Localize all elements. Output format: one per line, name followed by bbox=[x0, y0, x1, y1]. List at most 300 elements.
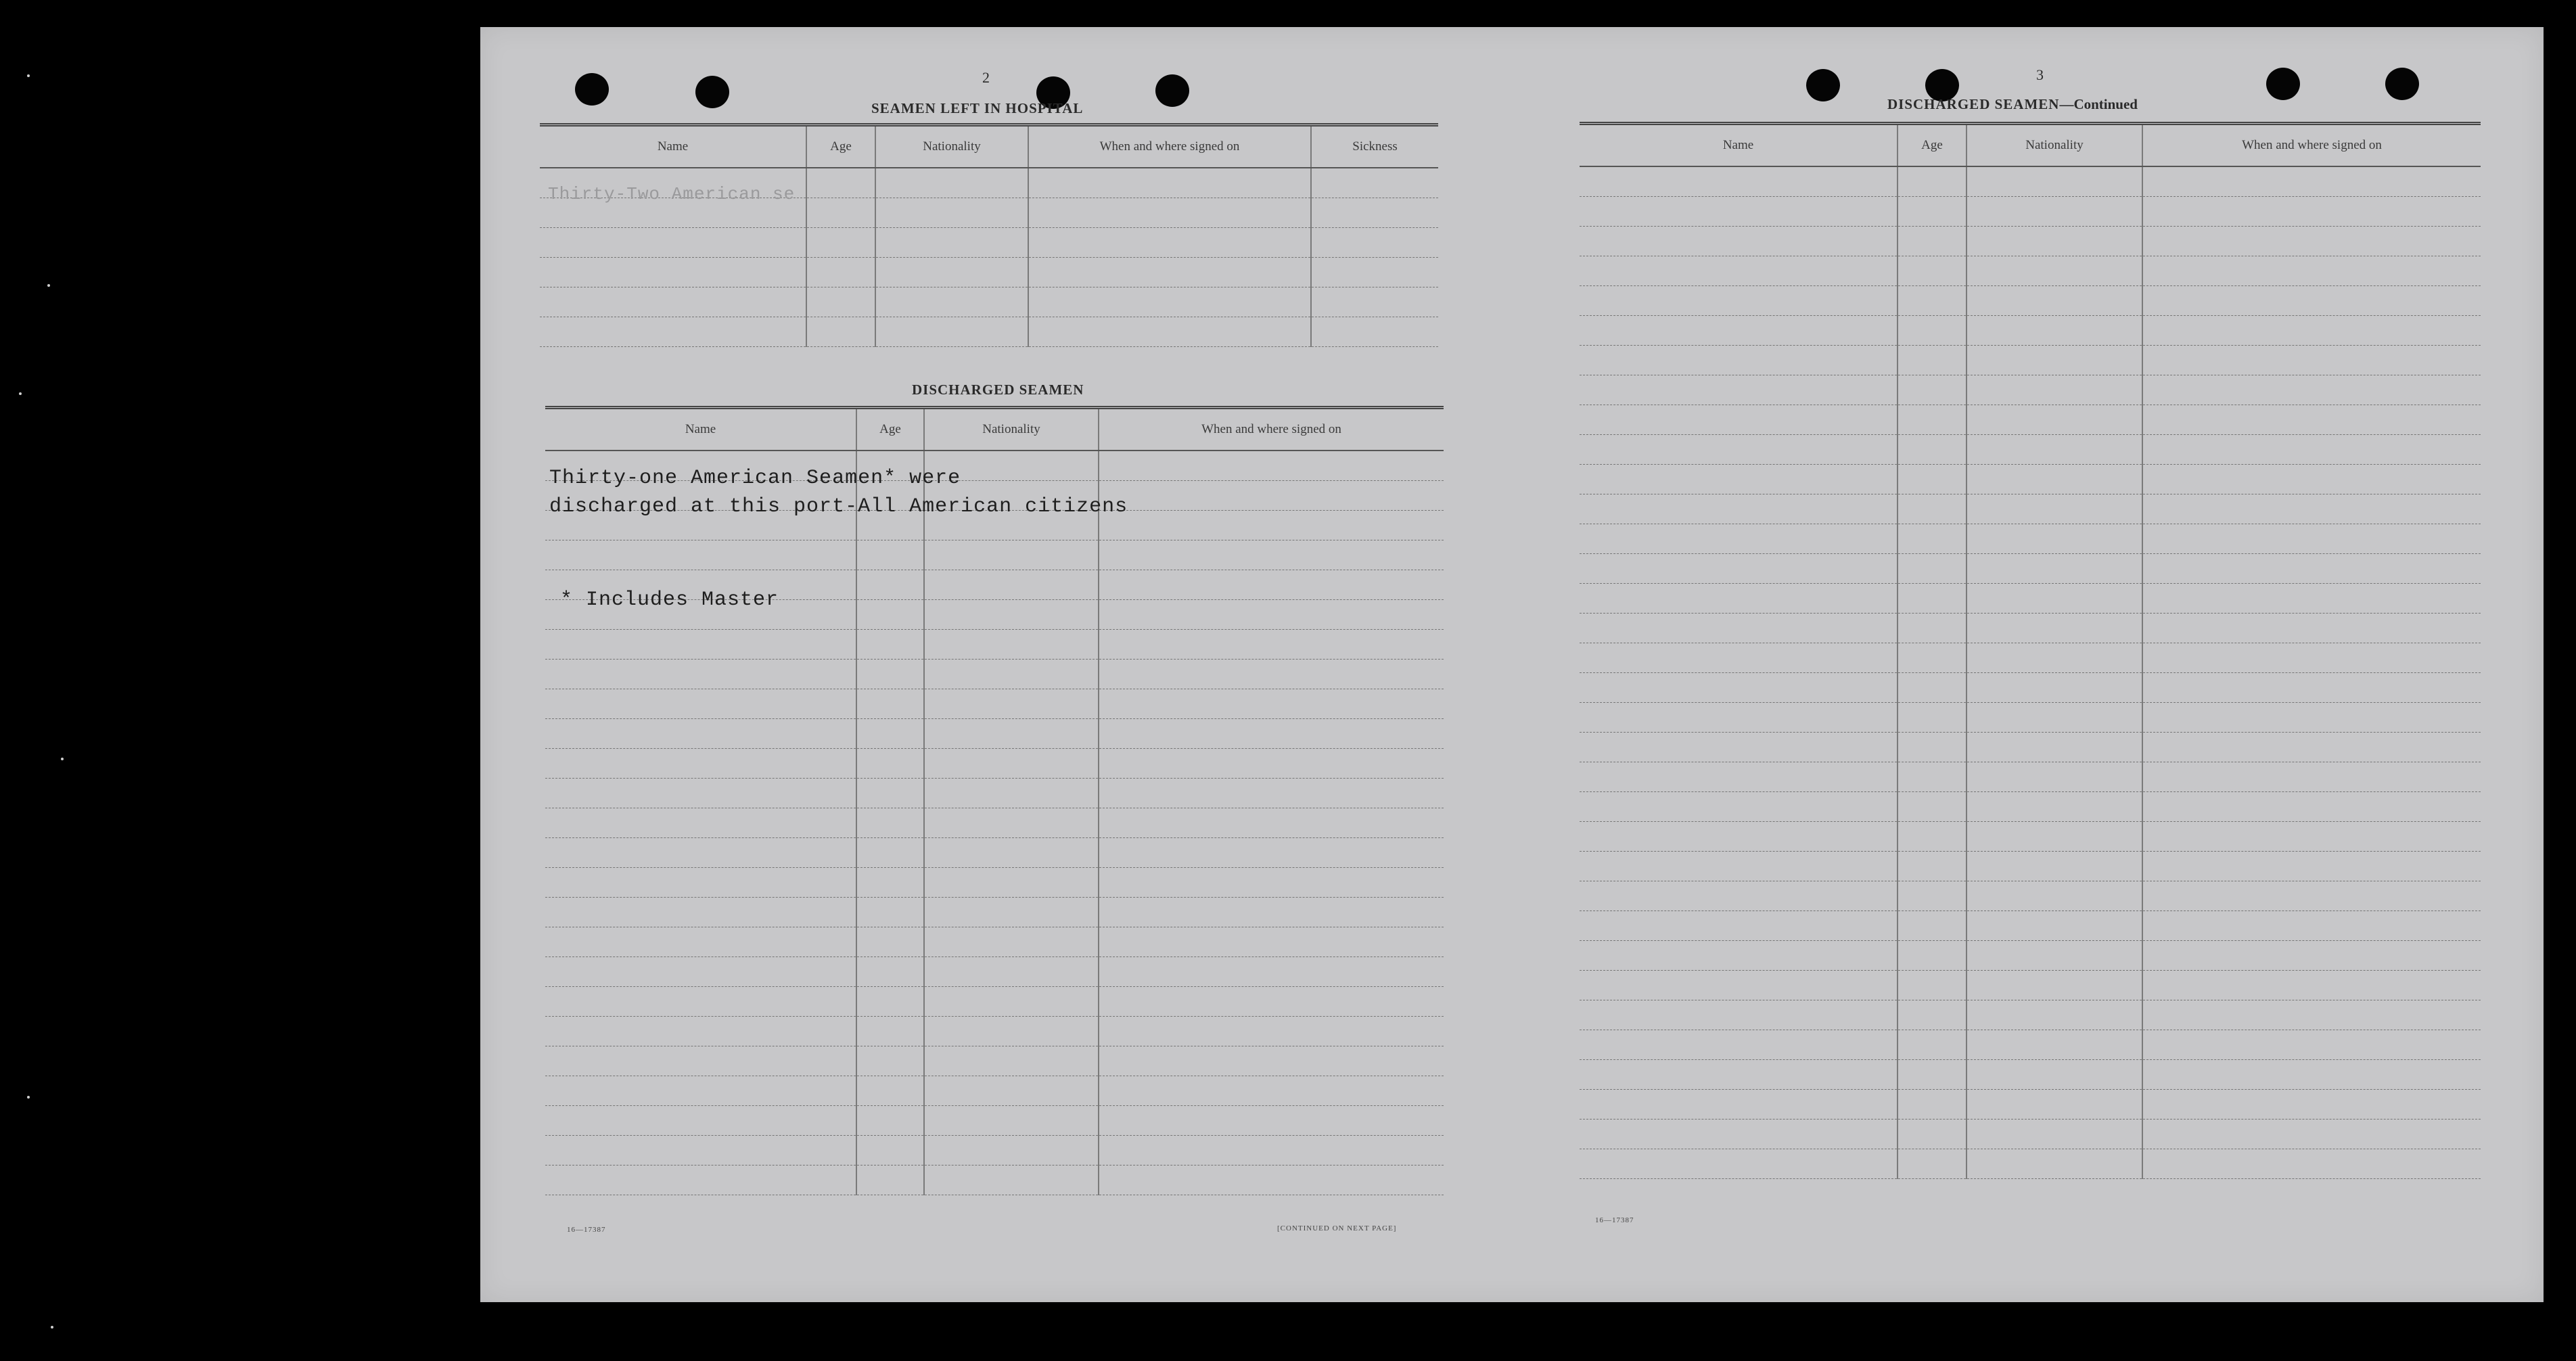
speck bbox=[27, 1096, 30, 1099]
table-row bbox=[1580, 881, 2481, 911]
table-row bbox=[1580, 465, 2481, 494]
table-cell bbox=[545, 868, 856, 898]
table-cell bbox=[1898, 316, 1967, 346]
table-cell bbox=[856, 630, 924, 660]
table-row bbox=[545, 1046, 1444, 1076]
table-cell bbox=[1580, 733, 1898, 762]
table-cell bbox=[856, 838, 924, 868]
table-cell bbox=[1898, 465, 1967, 494]
table-cell bbox=[924, 1046, 1099, 1076]
table-row bbox=[1580, 286, 2481, 316]
table-cell bbox=[1967, 1000, 2142, 1030]
table-row bbox=[1580, 494, 2481, 524]
table-cell bbox=[1967, 762, 2142, 792]
punch-hole bbox=[695, 76, 729, 108]
table-cell bbox=[1898, 435, 1967, 465]
table-cell bbox=[2142, 286, 2481, 316]
table-row bbox=[545, 898, 1444, 927]
table-row bbox=[1580, 166, 2481, 197]
table-cell bbox=[2142, 166, 2481, 197]
table-cell bbox=[1580, 1030, 1898, 1060]
table-cell bbox=[1099, 719, 1444, 749]
table-row bbox=[1580, 346, 2481, 375]
table-cell bbox=[1967, 881, 2142, 911]
table-cell bbox=[1898, 166, 1967, 197]
table-cell bbox=[924, 987, 1099, 1017]
table-cell bbox=[1580, 227, 1898, 256]
table-row bbox=[1580, 1090, 2481, 1120]
typed-discharge-line-2: discharged at this port-All American citizens bbox=[549, 495, 1128, 518]
table-row bbox=[1580, 1000, 2481, 1030]
continued-table bbox=[1580, 122, 2481, 1179]
table-cell bbox=[1580, 405, 1898, 435]
table-cell bbox=[1099, 838, 1444, 868]
table-cell bbox=[1580, 822, 1898, 852]
table-cell bbox=[2142, 316, 2481, 346]
table-cell bbox=[1898, 1030, 1967, 1060]
table-row bbox=[545, 719, 1444, 749]
header-nationality: Nationality bbox=[924, 408, 1099, 451]
typed-discharge-line-1: Thirty-one American Seamen* were bbox=[549, 467, 961, 490]
table-row bbox=[1580, 1120, 2481, 1149]
table-row bbox=[1580, 852, 2481, 881]
table-cell bbox=[2142, 1000, 2481, 1030]
table-cell bbox=[1967, 643, 2142, 673]
table-row bbox=[1580, 316, 2481, 346]
table-cell bbox=[1099, 1046, 1444, 1076]
table-cell bbox=[1099, 570, 1444, 600]
table-row bbox=[545, 868, 1444, 898]
table-cell bbox=[856, 808, 924, 838]
table-cell bbox=[1898, 881, 1967, 911]
table-row bbox=[1580, 1060, 2481, 1090]
table-cell bbox=[1580, 1000, 1898, 1030]
header-nationality: Nationality bbox=[1967, 124, 2142, 167]
speck bbox=[19, 392, 22, 395]
table-cell bbox=[1099, 689, 1444, 719]
table-cell bbox=[924, 868, 1099, 898]
table-cell bbox=[2142, 524, 2481, 554]
table-cell bbox=[1898, 762, 1967, 792]
table-cell bbox=[1967, 197, 2142, 227]
table-cell bbox=[856, 987, 924, 1017]
table-row bbox=[545, 689, 1444, 719]
table-cell bbox=[2142, 971, 2481, 1000]
table-cell bbox=[2142, 554, 2481, 584]
table-row bbox=[1580, 256, 2481, 286]
table-row bbox=[1580, 762, 2481, 792]
table-cell bbox=[1967, 346, 2142, 375]
table-cell bbox=[545, 1076, 856, 1106]
table-cell bbox=[1580, 465, 1898, 494]
table-cell bbox=[924, 1136, 1099, 1166]
table-cell bbox=[1580, 435, 1898, 465]
faint-erased-entry: Thirty-Two American se bbox=[548, 184, 796, 204]
table-row bbox=[1580, 643, 2481, 673]
table-cell bbox=[2142, 1090, 2481, 1120]
table-cell bbox=[1580, 614, 1898, 643]
table-cell bbox=[1967, 256, 2142, 286]
table-cell bbox=[1580, 346, 1898, 375]
table-cell bbox=[2142, 227, 2481, 256]
table-row bbox=[1580, 435, 2481, 465]
table-cell bbox=[2142, 435, 2481, 465]
table-cell bbox=[1099, 1076, 1444, 1106]
table-cell bbox=[1967, 1060, 2142, 1090]
table-cell bbox=[1580, 881, 1898, 911]
table-cell bbox=[1967, 1120, 2142, 1149]
table-cell bbox=[1898, 494, 1967, 524]
table-cell bbox=[1898, 256, 1967, 286]
table-cell bbox=[1099, 1166, 1444, 1195]
table-cell bbox=[545, 749, 856, 779]
form-number: 16—17387 bbox=[1595, 1216, 1634, 1224]
table-cell bbox=[1580, 941, 1898, 971]
table-cell bbox=[1099, 927, 1444, 957]
table-cell bbox=[545, 1166, 856, 1195]
table-row bbox=[1580, 703, 2481, 733]
table-cell bbox=[1099, 630, 1444, 660]
table-cell bbox=[2142, 822, 2481, 852]
punch-hole bbox=[575, 73, 609, 106]
table-cell bbox=[1967, 316, 2142, 346]
speck bbox=[61, 758, 64, 760]
table-row bbox=[1580, 227, 2481, 256]
table-row bbox=[545, 630, 1444, 660]
table-cell bbox=[1898, 971, 1967, 1000]
table-row bbox=[545, 1017, 1444, 1046]
table-cell bbox=[1898, 1120, 1967, 1149]
table-cell bbox=[1898, 1060, 1967, 1090]
table-cell bbox=[1898, 1000, 1967, 1030]
table-cell bbox=[1580, 703, 1898, 733]
table-cell bbox=[1898, 733, 1967, 762]
table-row bbox=[545, 1166, 1444, 1195]
table-cell bbox=[1898, 941, 1967, 971]
table-row bbox=[1580, 792, 2481, 822]
table-cell bbox=[1898, 554, 1967, 584]
table-cell bbox=[1099, 1017, 1444, 1046]
table-cell bbox=[2142, 256, 2481, 286]
table-cell bbox=[1967, 227, 2142, 256]
table-row bbox=[1580, 614, 2481, 643]
table-cell bbox=[1580, 673, 1898, 703]
table-cell bbox=[2142, 405, 2481, 435]
header-signed-on: When and where signed on bbox=[2142, 124, 2481, 167]
table-cell bbox=[1898, 614, 1967, 643]
speck bbox=[27, 74, 30, 77]
table-cell bbox=[1967, 524, 2142, 554]
table-cell bbox=[924, 1076, 1099, 1106]
table-cell bbox=[2142, 762, 2481, 792]
table-cell bbox=[1967, 584, 2142, 614]
table-row bbox=[545, 957, 1444, 987]
table-cell bbox=[2142, 197, 2481, 227]
table-cell bbox=[1580, 762, 1898, 792]
table-cell bbox=[1580, 1120, 1898, 1149]
table-cell bbox=[2142, 941, 2481, 971]
table-cell bbox=[2142, 1030, 2481, 1060]
table-cell bbox=[545, 987, 856, 1017]
table-row bbox=[540, 317, 1438, 347]
speck bbox=[51, 1326, 53, 1329]
table-cell bbox=[1898, 197, 1967, 227]
document-sheet bbox=[480, 27, 2544, 1302]
table-cell bbox=[1898, 584, 1967, 614]
table-cell bbox=[2142, 1060, 2481, 1090]
table-cell bbox=[1099, 600, 1444, 630]
table-cell bbox=[1898, 911, 1967, 941]
table-cell bbox=[924, 660, 1099, 689]
table-cell bbox=[2142, 614, 2481, 643]
table-cell bbox=[2142, 494, 2481, 524]
table-cell bbox=[1099, 481, 1444, 511]
table-cell bbox=[545, 1017, 856, 1046]
table-cell bbox=[1898, 822, 1967, 852]
table-cell bbox=[2142, 346, 2481, 375]
table-cell bbox=[1967, 494, 2142, 524]
table-cell bbox=[1580, 584, 1898, 614]
punch-hole bbox=[1155, 74, 1189, 107]
table-cell bbox=[1967, 703, 2142, 733]
table-cell bbox=[856, 749, 924, 779]
table-row bbox=[1580, 941, 2481, 971]
table-row bbox=[545, 749, 1444, 779]
table-cell bbox=[856, 957, 924, 987]
header-signed-on: When and where signed on bbox=[1028, 125, 1311, 168]
table-row bbox=[1580, 911, 2481, 941]
table-cell bbox=[924, 719, 1099, 749]
table-cell bbox=[1898, 524, 1967, 554]
table-cell bbox=[545, 1106, 856, 1136]
table-cell bbox=[856, 1017, 924, 1046]
table-cell bbox=[924, 540, 1099, 570]
table-cell bbox=[545, 719, 856, 749]
table-cell bbox=[545, 838, 856, 868]
table-cell bbox=[1967, 1090, 2142, 1120]
table-cell bbox=[1967, 971, 2142, 1000]
table-row bbox=[1580, 375, 2481, 405]
table-cell bbox=[924, 1017, 1099, 1046]
table-cell bbox=[856, 1136, 924, 1166]
table-cell bbox=[2142, 911, 2481, 941]
form-number: 16—17387 bbox=[567, 1226, 606, 1234]
table-cell bbox=[1898, 643, 1967, 673]
table-cell bbox=[856, 660, 924, 689]
table-cell bbox=[1580, 494, 1898, 524]
table-cell bbox=[2142, 375, 2481, 405]
table-cell bbox=[856, 689, 924, 719]
table-cell bbox=[1099, 898, 1444, 927]
table-cell bbox=[856, 868, 924, 898]
table-row bbox=[545, 779, 1444, 808]
table-row bbox=[1580, 405, 2481, 435]
table-cell bbox=[1099, 660, 1444, 689]
table-cell bbox=[1898, 792, 1967, 822]
table-cell bbox=[856, 600, 924, 630]
table-cell bbox=[1898, 405, 1967, 435]
table-cell bbox=[2142, 881, 2481, 911]
table-cell bbox=[1967, 554, 2142, 584]
table-cell bbox=[1580, 166, 1898, 197]
table-row bbox=[1580, 971, 2481, 1000]
table-cell bbox=[1580, 524, 1898, 554]
header-sickness: Sickness bbox=[1311, 125, 1438, 168]
table-cell bbox=[2142, 673, 2481, 703]
table-cell bbox=[1967, 1030, 2142, 1060]
table-cell bbox=[856, 898, 924, 927]
table-cell bbox=[1967, 941, 2142, 971]
table-cell bbox=[2142, 703, 2481, 733]
table-row bbox=[1580, 822, 2481, 852]
table-cell bbox=[1898, 703, 1967, 733]
table-cell bbox=[545, 779, 856, 808]
table-cell bbox=[1099, 451, 1444, 481]
header-signed-on: When and where signed on bbox=[1099, 408, 1444, 451]
table-row bbox=[540, 228, 1438, 258]
table-cell bbox=[924, 808, 1099, 838]
table-cell bbox=[856, 927, 924, 957]
table-cell bbox=[1967, 435, 2142, 465]
table-cell bbox=[924, 600, 1099, 630]
table-cell bbox=[2142, 792, 2481, 822]
hospital-section-title: SEAMEN LEFT IN HOSPITAL bbox=[871, 100, 1084, 116]
table-cell bbox=[924, 1106, 1099, 1136]
table-cell bbox=[1580, 643, 1898, 673]
table-cell bbox=[1967, 792, 2142, 822]
table-row bbox=[540, 258, 1438, 287]
table-row bbox=[545, 540, 1444, 570]
typed-footnote: * Includes Master bbox=[560, 589, 779, 612]
table-cell bbox=[1099, 511, 1444, 540]
table-cell bbox=[924, 689, 1099, 719]
table-cell bbox=[1967, 286, 2142, 316]
table-cell bbox=[924, 749, 1099, 779]
table-cell bbox=[924, 779, 1099, 808]
table-cell bbox=[924, 838, 1099, 868]
table-cell bbox=[1898, 673, 1967, 703]
table-cell bbox=[1967, 375, 2142, 405]
table-cell bbox=[924, 957, 1099, 987]
table-row bbox=[545, 1136, 1444, 1166]
table-cell bbox=[1898, 1149, 1967, 1179]
table-cell bbox=[545, 927, 856, 957]
table-row bbox=[545, 660, 1444, 689]
table-cell bbox=[1967, 405, 2142, 435]
table-cell bbox=[856, 1106, 924, 1136]
header-name: Name bbox=[545, 408, 856, 451]
table-cell bbox=[856, 779, 924, 808]
table-cell bbox=[1898, 1090, 1967, 1120]
table-row bbox=[545, 808, 1444, 838]
table-cell bbox=[2142, 733, 2481, 762]
table-cell bbox=[545, 808, 856, 838]
header-age: Age bbox=[1898, 124, 1967, 167]
table-row bbox=[1580, 1149, 2481, 1179]
table-cell bbox=[924, 898, 1099, 927]
table-cell bbox=[1580, 911, 1898, 941]
table-row bbox=[540, 287, 1438, 317]
table-cell bbox=[924, 927, 1099, 957]
table-cell bbox=[1580, 197, 1898, 227]
table-cell bbox=[1898, 286, 1967, 316]
table-cell bbox=[1967, 166, 2142, 197]
punch-hole bbox=[1806, 69, 1840, 101]
table-row bbox=[1580, 554, 2481, 584]
table-row bbox=[1580, 584, 2481, 614]
table-cell bbox=[1580, 1060, 1898, 1090]
continued-note: [CONTINUED ON NEXT PAGE] bbox=[1277, 1224, 1397, 1232]
table-cell bbox=[1099, 1136, 1444, 1166]
table-cell bbox=[1580, 375, 1898, 405]
table-cell bbox=[1099, 540, 1444, 570]
table-cell bbox=[545, 898, 856, 927]
table-cell bbox=[1967, 614, 2142, 643]
table-row bbox=[1580, 524, 2481, 554]
table-cell bbox=[2142, 465, 2481, 494]
table-cell bbox=[1099, 868, 1444, 898]
hospital-table bbox=[540, 123, 1438, 347]
table-cell bbox=[2142, 584, 2481, 614]
punch-hole bbox=[2385, 68, 2419, 100]
table-cell bbox=[1967, 733, 2142, 762]
table-cell bbox=[924, 570, 1099, 600]
table-cell bbox=[1580, 554, 1898, 584]
table-cell bbox=[1099, 779, 1444, 808]
table-cell bbox=[1580, 316, 1898, 346]
discharged-section-title: DISCHARGED SEAMEN bbox=[912, 382, 1084, 398]
table-cell bbox=[545, 689, 856, 719]
table-cell bbox=[2142, 1149, 2481, 1179]
table-cell bbox=[1967, 673, 2142, 703]
table-cell bbox=[2142, 1120, 2481, 1149]
table-cell bbox=[1898, 227, 1967, 256]
table-cell bbox=[1898, 852, 1967, 881]
table-row bbox=[1580, 733, 2481, 762]
speck bbox=[47, 284, 50, 287]
table-cell bbox=[1580, 286, 1898, 316]
table-cell bbox=[1898, 346, 1967, 375]
table-cell bbox=[1967, 911, 2142, 941]
table-cell bbox=[1580, 971, 1898, 1000]
table-cell bbox=[856, 1076, 924, 1106]
punch-hole bbox=[2266, 68, 2300, 100]
table-cell bbox=[2142, 643, 2481, 673]
table-cell bbox=[545, 660, 856, 689]
table-cell bbox=[856, 540, 924, 570]
table-cell bbox=[856, 1046, 924, 1076]
table-row bbox=[545, 838, 1444, 868]
table-cell bbox=[856, 1166, 924, 1195]
table-cell bbox=[545, 957, 856, 987]
table-cell bbox=[856, 719, 924, 749]
table-cell bbox=[1099, 749, 1444, 779]
continued-section-title: DISCHARGED SEAMEN—Continued bbox=[1887, 96, 2138, 112]
table-cell bbox=[924, 1166, 1099, 1195]
table-row bbox=[545, 927, 1444, 957]
table-cell bbox=[545, 1136, 856, 1166]
table-cell bbox=[1099, 1106, 1444, 1136]
table-cell bbox=[1967, 1149, 2142, 1179]
table-cell bbox=[1580, 1090, 1898, 1120]
table-cell bbox=[1967, 852, 2142, 881]
table-cell bbox=[1099, 808, 1444, 838]
table-cell bbox=[1580, 1149, 1898, 1179]
table-cell bbox=[1580, 852, 1898, 881]
table-cell bbox=[1580, 792, 1898, 822]
table-cell bbox=[1898, 375, 1967, 405]
table-row bbox=[1580, 1030, 2481, 1060]
